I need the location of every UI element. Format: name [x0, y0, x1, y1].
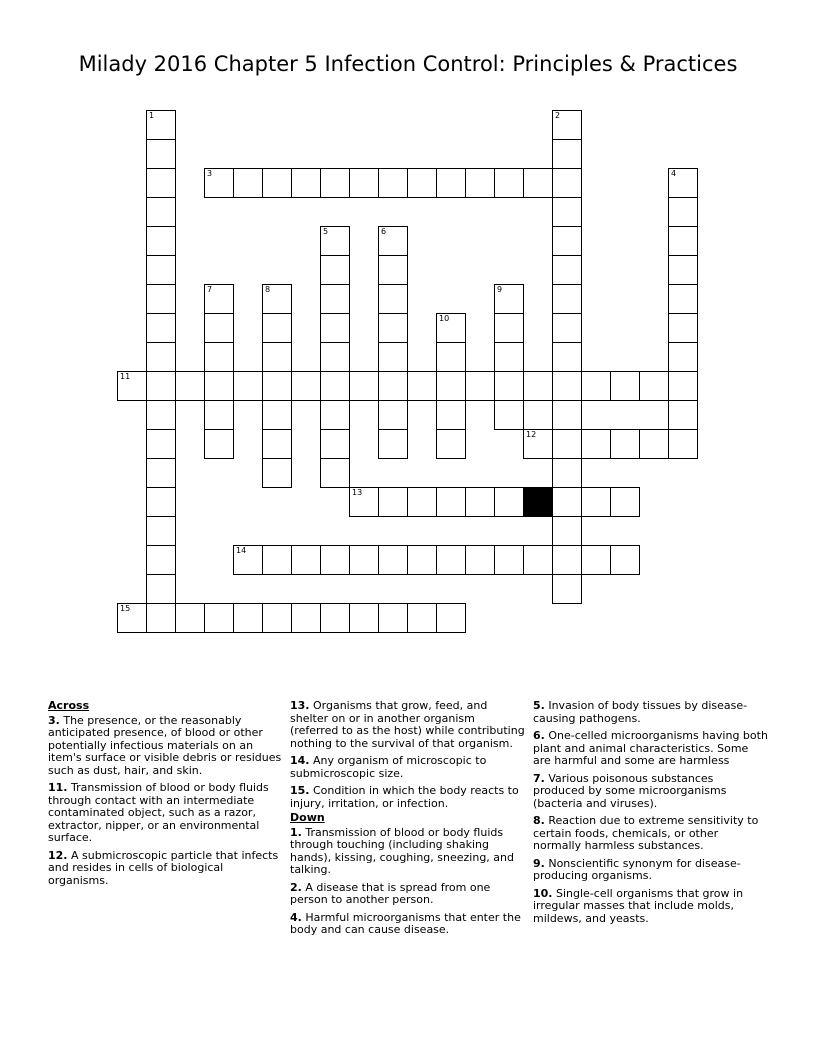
- grid-cell[interactable]: [204, 400, 234, 430]
- grid-cell[interactable]: [552, 371, 582, 401]
- grid-cell[interactable]: [378, 226, 408, 256]
- grid-cell[interactable]: [523, 429, 553, 459]
- grid-cell[interactable]: [146, 139, 176, 169]
- grid-cell[interactable]: [552, 139, 582, 169]
- clue-number-label: 8: [265, 285, 271, 294]
- grid-cell[interactable]: [204, 284, 234, 314]
- grid-cell[interactable]: [407, 603, 437, 633]
- grid-cell[interactable]: [378, 429, 408, 459]
- clue-text: Invasion of body tissues by disease-causing pathogens.: [533, 699, 748, 725]
- grid-cell[interactable]: [552, 168, 582, 198]
- clue-text: A disease that is spread from one person to another person.: [290, 880, 491, 906]
- clue-across-14: [290, 755, 525, 780]
- grid-cell[interactable]: [465, 371, 495, 401]
- clue-down-7: [533, 773, 768, 811]
- clue-number: 12.: [48, 848, 68, 862]
- clue-down-1: [290, 827, 525, 877]
- grid-cell[interactable]: [320, 226, 350, 256]
- grid-cell[interactable]: [262, 168, 292, 198]
- grid-cell[interactable]: [668, 168, 698, 198]
- clue-text: Any organism of microscopic to submicroscopic size.: [290, 754, 487, 780]
- grid-cell[interactable]: [291, 545, 321, 575]
- grid-cell[interactable]: [639, 429, 669, 459]
- grid-cell[interactable]: [262, 313, 292, 343]
- grid-cell[interactable]: [552, 516, 582, 546]
- grid-cell[interactable]: [552, 284, 582, 314]
- clue-down-5: [533, 700, 768, 725]
- clue-text: One-celled microorganisms having both plant and animal characteristics. Some are harmful and some are harmless: [533, 729, 768, 767]
- grid-cell[interactable]: [320, 400, 350, 430]
- clue-text: Nonscientific synonym for disease-producing organisms.: [533, 856, 741, 882]
- clue-number: 9.: [533, 856, 545, 870]
- clue-text: Transmission of blood or body fluids through contact with an intermediate contaminated object, such as a razor, extractor, nipper, or an environmental surface.: [48, 781, 269, 844]
- clue-number: 11.: [48, 781, 68, 794]
- grid-cell[interactable]: [552, 110, 582, 140]
- clue-text: Harmful microorganisms that enter the body and can cause disease.: [290, 910, 521, 936]
- grid-cell[interactable]: [146, 168, 176, 198]
- clue-text: Reaction due to extreme sensitivity to certain foods, chemicals, or other normally harmless substances.: [533, 814, 759, 852]
- clue-number-label: 5: [323, 227, 329, 236]
- grid-cell[interactable]: [378, 342, 408, 372]
- grid-cell[interactable]: [436, 487, 466, 517]
- grid-cell[interactable]: [349, 545, 379, 575]
- grid-cell[interactable]: [146, 603, 176, 633]
- grid-cell[interactable]: [378, 255, 408, 285]
- grid-cell[interactable]: [668, 313, 698, 343]
- grid-cell[interactable]: [668, 400, 698, 430]
- grid-cell[interactable]: [552, 400, 582, 430]
- clues-column-2: [290, 700, 525, 942]
- clue-down-6: [533, 730, 768, 768]
- grid-cell[interactable]: [349, 371, 379, 401]
- clue-number-label: 15: [120, 604, 131, 613]
- clue-number-label: 1: [149, 111, 155, 120]
- clue-number-label: 3: [207, 169, 213, 178]
- grid-cell[interactable]: [552, 342, 582, 372]
- grid-cell[interactable]: [233, 603, 263, 633]
- grid-cell[interactable]: [117, 371, 147, 401]
- grid-cell[interactable]: [378, 168, 408, 198]
- grid-cell-black: [523, 487, 553, 517]
- grid-cell[interactable]: [204, 429, 234, 459]
- grid-cell[interactable]: [146, 255, 176, 285]
- grid-cell[interactable]: [378, 545, 408, 575]
- grid-cell[interactable]: [494, 168, 524, 198]
- grid-cell[interactable]: [610, 371, 640, 401]
- grid-cell[interactable]: [668, 429, 698, 459]
- grid-cell[interactable]: [146, 371, 176, 401]
- grid-cell[interactable]: [552, 429, 582, 459]
- grid-cell[interactable]: [465, 168, 495, 198]
- grid-cell[interactable]: [320, 313, 350, 343]
- clue-text: Organisms that grow, feed, and shelter on or in another organism (referred to as the host) while contributing nothing to the survival of that organism.: [290, 699, 525, 750]
- grid-cell[interactable]: [668, 197, 698, 227]
- grid-cell[interactable]: [146, 313, 176, 343]
- clue-down-4: [290, 912, 525, 937]
- grid-cell[interactable]: [320, 458, 350, 488]
- grid-cell[interactable]: [262, 371, 292, 401]
- grid-cell[interactable]: [552, 458, 582, 488]
- grid-cell[interactable]: [204, 603, 234, 633]
- grid-cell[interactable]: [436, 545, 466, 575]
- across-heading: Across: [48, 699, 90, 712]
- grid-cell[interactable]: [175, 371, 205, 401]
- grid-cell[interactable]: [320, 168, 350, 198]
- clue-down-10: [533, 888, 768, 926]
- clue-number: 1.: [290, 825, 302, 839]
- grid-cell[interactable]: [494, 342, 524, 372]
- clue-number: 8.: [533, 814, 545, 827]
- grid-cell[interactable]: [552, 197, 582, 227]
- grid-cell[interactable]: [668, 371, 698, 401]
- grid-cell[interactable]: [639, 371, 669, 401]
- grid-cell[interactable]: [436, 342, 466, 372]
- clue-down-2: [290, 882, 525, 907]
- grid-cell[interactable]: [581, 429, 611, 459]
- grid-cell[interactable]: [465, 545, 495, 575]
- grid-cell[interactable]: [668, 342, 698, 372]
- grid-cell[interactable]: [407, 168, 437, 198]
- clue-number: 6.: [533, 729, 545, 742]
- clue-number: 13.: [290, 699, 310, 712]
- clue-number-label: 14: [236, 546, 247, 555]
- clue-across-3: [48, 715, 283, 778]
- clue-number: 4.: [290, 910, 302, 924]
- clue-number: 7.: [533, 771, 545, 785]
- grid-cell[interactable]: [146, 429, 176, 459]
- page-title: Milady 2016 Chapter 5 Infection Control: Principles & Practices: [78, 52, 738, 76]
- grid-cell[interactable]: [204, 342, 234, 372]
- grid-cell[interactable]: [320, 284, 350, 314]
- grid-cell[interactable]: [262, 545, 292, 575]
- clue-number-label: 12: [526, 430, 537, 439]
- grid-cell[interactable]: [494, 400, 524, 430]
- clue-number-label: 4: [671, 169, 677, 178]
- grid-cell[interactable]: [581, 487, 611, 517]
- grid-cell[interactable]: [668, 284, 698, 314]
- down-heading: Down: [290, 811, 325, 824]
- clue-number: 5.: [533, 699, 545, 712]
- grid-cell[interactable]: [233, 545, 263, 575]
- grid-cell[interactable]: [262, 458, 292, 488]
- grid-cell[interactable]: [668, 226, 698, 256]
- grid-cell[interactable]: [262, 603, 292, 633]
- grid-cell[interactable]: [552, 226, 582, 256]
- grid-cell[interactable]: [552, 487, 582, 517]
- grid-cell[interactable]: [291, 371, 321, 401]
- grid-cell[interactable]: [494, 284, 524, 314]
- grid-cell[interactable]: [378, 284, 408, 314]
- grid-cell[interactable]: [494, 313, 524, 343]
- clue-number: 15.: [290, 784, 310, 797]
- clue-across-12: [48, 850, 283, 888]
- grid-cell[interactable]: [523, 545, 553, 575]
- grid-cell[interactable]: [378, 313, 408, 343]
- grid-cell[interactable]: [494, 545, 524, 575]
- grid-cell[interactable]: [436, 371, 466, 401]
- grid-cell[interactable]: [349, 603, 379, 633]
- grid-cell[interactable]: [262, 342, 292, 372]
- clue-number-label: 6: [381, 227, 387, 236]
- clue-text: Single-cell organisms that grow in irregular masses that include molds, mildews, and yeasts.: [533, 886, 744, 925]
- clue-text: The presence, or the reasonably anticipated presence, of blood or other potentially infectious materials on an item's surface or visible debris or residues such as dust, hair, and skin.: [48, 713, 282, 777]
- clue-down-8: [533, 815, 768, 853]
- grid-cell[interactable]: [407, 487, 437, 517]
- grid-cell[interactable]: [378, 603, 408, 633]
- grid-cell[interactable]: [204, 371, 234, 401]
- clue-number: 10.: [533, 886, 553, 900]
- grid-cell[interactable]: [378, 371, 408, 401]
- grid-cell[interactable]: [146, 458, 176, 488]
- clue-number-label: 2: [555, 111, 561, 120]
- grid-cell[interactable]: [407, 545, 437, 575]
- clue-text: Transmission of blood or body fluids through touching (including shaking hands), kissing, coughing, sneezing, and talking.: [290, 825, 514, 876]
- clue-number-label: 13: [352, 488, 363, 497]
- grid-cell[interactable]: [262, 284, 292, 314]
- clue-number: 3.: [48, 713, 60, 727]
- grid-cell[interactable]: [552, 313, 582, 343]
- grid-cell[interactable]: [581, 371, 611, 401]
- clue-across-13: [290, 700, 525, 750]
- grid-cell[interactable]: [146, 226, 176, 256]
- grid-cell[interactable]: [146, 342, 176, 372]
- grid-cell[interactable]: [610, 545, 640, 575]
- grid-cell[interactable]: [436, 168, 466, 198]
- clue-text: Various poisonous substances produced by some microorganisms (bacteria and viruses).: [533, 771, 727, 810]
- clue-number: 14.: [290, 754, 310, 767]
- grid-cell[interactable]: [465, 487, 495, 517]
- grid-cell[interactable]: [494, 371, 524, 401]
- grid-cell[interactable]: [407, 371, 437, 401]
- grid-cell[interactable]: [320, 603, 350, 633]
- grid-cell[interactable]: [610, 429, 640, 459]
- clue-number-label: 9: [497, 285, 503, 294]
- grid-cell[interactable]: [436, 429, 466, 459]
- grid-cell[interactable]: [117, 603, 147, 633]
- grid-cell[interactable]: [378, 487, 408, 517]
- clue-text: A submicroscopic particle that infects and resides in cells of biological organisms.: [48, 848, 279, 887]
- clue-number-label: 10: [439, 314, 450, 323]
- grid-cell[interactable]: [146, 197, 176, 227]
- grid-cell[interactable]: [552, 545, 582, 575]
- grid-cell[interactable]: [349, 487, 379, 517]
- grid-cell[interactable]: [233, 371, 263, 401]
- grid-cell[interactable]: [436, 603, 466, 633]
- grid-cell[interactable]: [146, 574, 176, 604]
- grid-cell[interactable]: [494, 487, 524, 517]
- grid-cell[interactable]: [320, 371, 350, 401]
- grid-cell[interactable]: [291, 603, 321, 633]
- grid-cell[interactable]: [320, 342, 350, 372]
- clue-text: Condition in which the body reacts to injury, irritation, or infection.: [290, 784, 519, 810]
- grid-cell[interactable]: [146, 545, 176, 575]
- grid-cell[interactable]: [175, 603, 205, 633]
- clues-column-3: [533, 700, 768, 930]
- grid-cell[interactable]: [349, 168, 379, 198]
- grid-cell[interactable]: [378, 400, 408, 430]
- grid-cell[interactable]: [552, 574, 582, 604]
- clue-number: 2.: [290, 880, 302, 894]
- grid-cell[interactable]: [552, 255, 582, 285]
- grid-cell[interactable]: [436, 313, 466, 343]
- grid-cell[interactable]: [146, 284, 176, 314]
- grid-cell[interactable]: [436, 400, 466, 430]
- grid-cell[interactable]: [523, 168, 553, 198]
- grid-cell[interactable]: [610, 487, 640, 517]
- clues-section: [0, 700, 816, 1030]
- clue-number-label: 11: [120, 372, 131, 381]
- grid-cell[interactable]: [146, 110, 176, 140]
- grid-cell[interactable]: [523, 371, 553, 401]
- grid-cell[interactable]: [204, 313, 234, 343]
- clues-column-1: [48, 700, 283, 892]
- grid-cell[interactable]: [146, 516, 176, 546]
- clue-across-11: [48, 782, 283, 845]
- grid-cell[interactable]: [204, 168, 234, 198]
- clue-down-9: [533, 858, 768, 883]
- grid-cell[interactable]: [262, 400, 292, 430]
- grid-cell[interactable]: [146, 400, 176, 430]
- grid-cell[interactable]: [146, 487, 176, 517]
- clue-number-label: 7: [207, 285, 213, 294]
- clue-across-15: [290, 785, 525, 810]
- grid-cell[interactable]: [233, 168, 263, 198]
- grid-cell[interactable]: [668, 255, 698, 285]
- grid-cell[interactable]: [320, 255, 350, 285]
- grid-cell[interactable]: [291, 168, 321, 198]
- grid-cell[interactable]: [320, 545, 350, 575]
- grid-cell[interactable]: [320, 429, 350, 459]
- grid-cell[interactable]: [262, 429, 292, 459]
- grid-cell[interactable]: [581, 545, 611, 575]
